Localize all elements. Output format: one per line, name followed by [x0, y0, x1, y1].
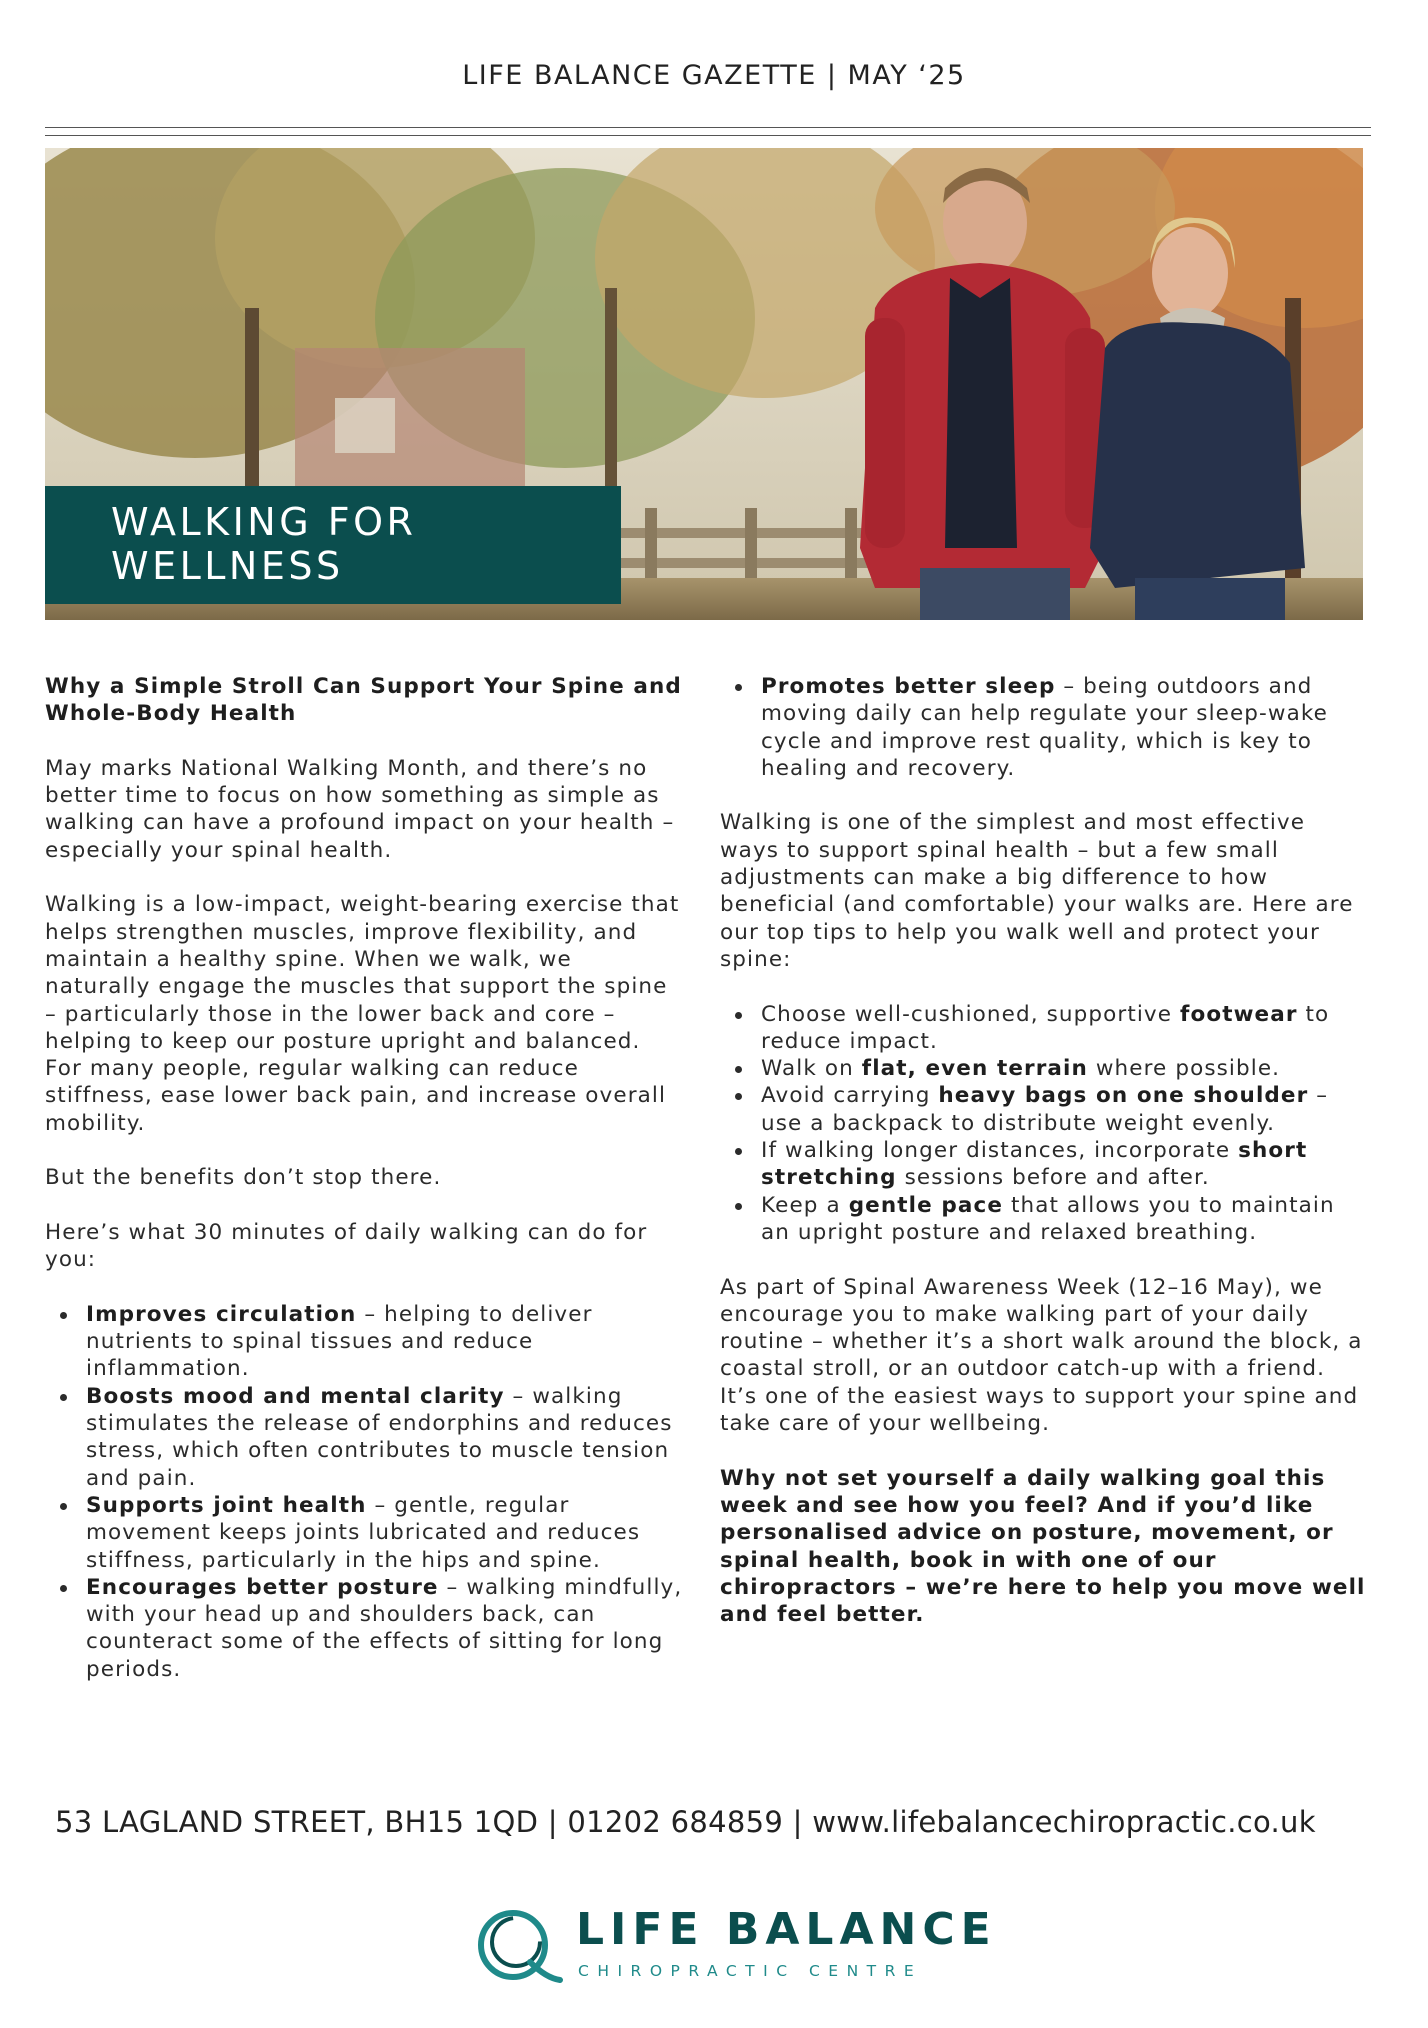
tip-item	[720, 1192, 1370, 1247]
benefit-item	[45, 1383, 685, 1492]
tip-item	[720, 1055, 1370, 1082]
tip-text: Avoid carrying	[761, 1083, 939, 1109]
benefit-title: Improves circulation	[86, 1301, 357, 1327]
benefits-list	[45, 1301, 685, 1683]
hero-title-line-2: WELLNESS	[111, 544, 344, 588]
footer-address: 53 LAGLAND STREET, BH15 1QD | 01202 684859 | www.lifebalancechiropractic.co.uk	[55, 1805, 1316, 1839]
masthead: LIFE BALANCE GAZETTE | MAY ‘25	[462, 60, 966, 91]
tip-text: sessions before and after.	[896, 1165, 1210, 1191]
tip-text: to reduce impact.	[761, 1001, 1330, 1054]
benefit-title: Supports joint health	[86, 1492, 367, 1518]
benefit-text: – being outdoors and moving daily can help regulate your sleep-wake cycle and improve rest quality, which is key to healing and recovery.	[761, 674, 1328, 781]
tip-text: – use a backpack to distribute weight evenly.	[761, 1083, 1329, 1136]
article-closing-call-to-action: Why not set yourself a daily walking goal this week and see how you feel? And if you’d like personalised advice on posture, movement, or spinal health, book in with one of our chiropractors – we’re here to help you move well and feel better.	[720, 1465, 1366, 1628]
hero-title-box	[45, 486, 621, 604]
article-paragraph-4: Here’s what 30 minutes of daily walking can do for you:	[45, 1219, 648, 1273]
tip-highlight: short stretching	[761, 1138, 1308, 1191]
tip-highlight: flat, even terrain	[861, 1056, 1088, 1082]
tip-item	[720, 1001, 1370, 1056]
tip-item	[720, 1137, 1370, 1192]
tip-text: that allows you to maintain an upright posture and relaxed breathing.	[761, 1192, 1335, 1245]
logo-mark-icon	[468, 1900, 568, 1990]
tip-text: Walk on	[761, 1056, 862, 1082]
benefit-text: – walking stimulates the release of endorphins and reduces stress, which often contributes to muscle tension and pain.	[86, 1383, 673, 1491]
article-subheading: Why a Simple Stroll Can Support Your Spine and Whole-Body Health	[45, 674, 682, 727]
logo-name: LIFE BALANCE	[576, 1904, 997, 1955]
article-column-left	[45, 673, 685, 1710]
masthead-rule-top	[45, 127, 1371, 128]
article-paragraph-6: As part of Spinal Awareness Week (12–16 May), we encourage you to make walking part of your daily routine – whether it’s a short walk around the block, a coastal stroll, or an outdoor catch-up with a friend. It’s one of the easiest ways to support your spine and take care of your wellbeing.	[720, 1274, 1363, 1437]
article-paragraph-5: Walking is one of the simplest and most effective ways to support spinal health – but a few small adjustments can make a big difference to how beneficial (and comfortable) your walks are. Here are our top tips to help you walk well and protect your spine:	[720, 810, 1354, 972]
tip-text: Choose well-cushioned, supportive	[761, 1001, 1181, 1027]
tip-highlight: heavy bags on one shoulder	[938, 1083, 1309, 1109]
article-paragraph-3: But the benefits don’t stop there.	[45, 1165, 442, 1191]
benefits-list-continued	[720, 673, 1370, 782]
hero-title	[111, 500, 416, 588]
masthead-rule-bottom	[45, 135, 1371, 136]
tip-text: Keep a	[761, 1192, 849, 1218]
benefit-text: – walking mindfully, with your head up and shoulders back, can counteract some of the effects of sitting for long periods.	[86, 1574, 683, 1682]
benefit-text: – helping to deliver nutrients to spinal tissues and reduce inflammation.	[86, 1301, 593, 1382]
tip-highlight: footwear	[1180, 1001, 1298, 1027]
benefit-item	[720, 673, 1370, 782]
tip-item	[720, 1082, 1370, 1137]
life-balance-logo	[468, 1900, 997, 1990]
article-paragraph-2: Walking is a low-impact, weight-bearing exercise that helps strengthen muscles, improve flexibility, and maintain a healthy spine. When we walk, we naturally engage the muscles that support the spine – particularly those in the lower back and core – helping to keep our posture upright and balanced. For many people, regular walking can reduce stiffness, ease lower back pain, and increase overall mobility.	[45, 892, 680, 1136]
benefit-title: Promotes better sleep	[761, 674, 1056, 699]
benefit-title: Boosts mood and mental clarity	[86, 1383, 505, 1409]
benefit-title: Encourages better posture	[86, 1574, 439, 1600]
article-intro: May marks National Walking Month, and there’s no better time to focus on how something as simple as walking can have a profound impact on your health – especially your spinal health.	[45, 755, 675, 863]
logo-subtitle: CHIROPRACTIC CENTRE	[578, 1962, 923, 1980]
tip-text: where possible.	[1087, 1056, 1281, 1082]
benefit-item	[45, 1492, 685, 1574]
hero-title-line-1: WALKING FOR	[111, 500, 417, 544]
tip-highlight: gentle pace	[848, 1192, 1004, 1218]
benefit-item	[45, 1574, 685, 1683]
benefit-item	[45, 1301, 685, 1383]
tip-text: If walking longer distances, incorporate	[761, 1138, 1239, 1164]
benefit-text: – gentle, regular movement keeps joints lubricated and reduces stiffness, particularly in the hips and spine.	[86, 1492, 641, 1573]
article-column-right	[720, 673, 1370, 1656]
tips-list	[720, 1001, 1370, 1247]
